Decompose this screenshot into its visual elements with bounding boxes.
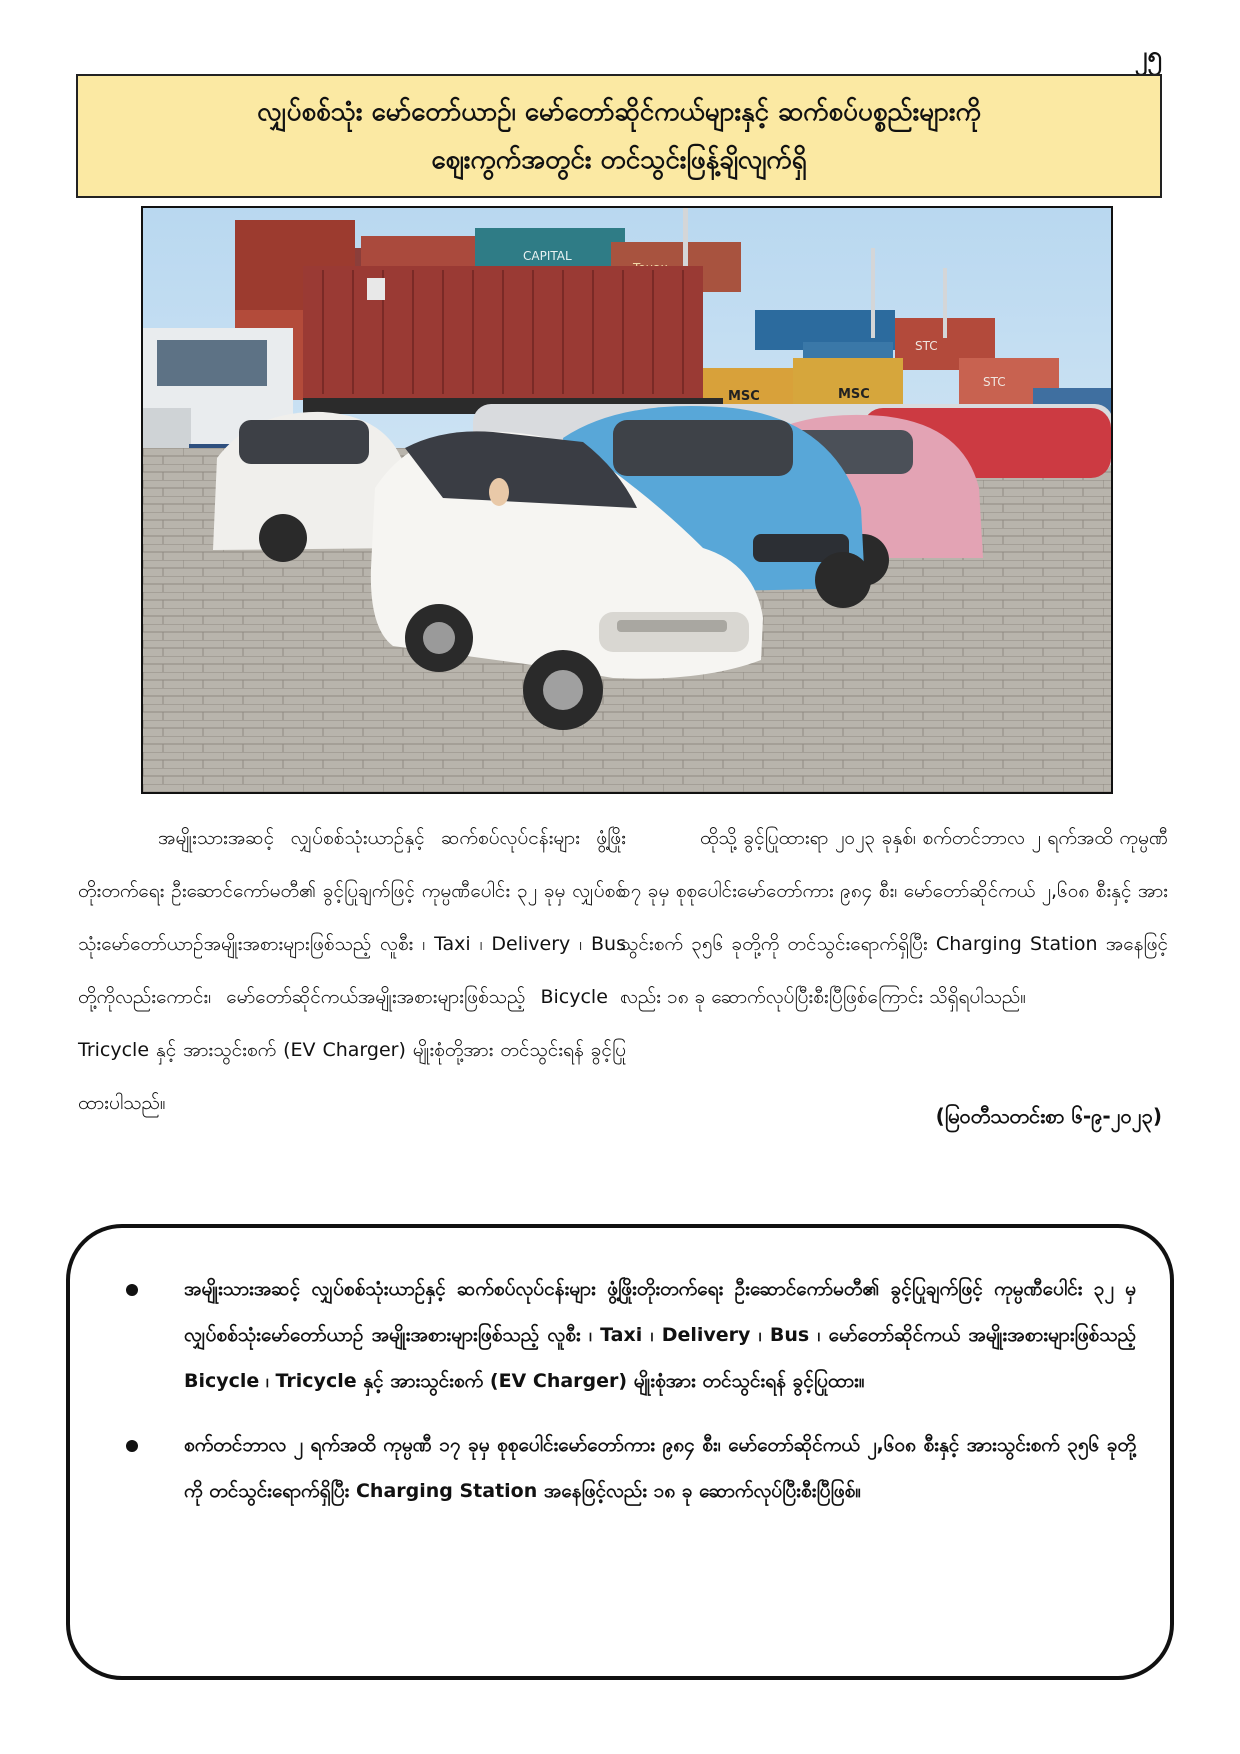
ev-cars-at-port-illustration: [143, 208, 1111, 792]
summary-list: [126, 1266, 1136, 1514]
article-paragraph-left: အမျိုးသားအဆင့် လျှပ်စစ်သုံးယာဉ်နှင့် ဆက်စပ်လုပ်ငန်းများ ဖွံ့ဖြိုးတိုးတက်ရေး ဦးဆောင်ကော်မတီ၏ ခွင့်ပြုချက်ဖြင့် ကုမ္ပဏီပေါင်း ၃၂ ခုမှ လျှပ်စစ်သုံးမော်တော်ယာဉ်အမျိုးအစားများဖြစ်သည့် လူစီး ၊ Taxi ၊ Delivery ၊ Bus တို့ကိုလည်းကောင်း၊ မော်တော်ဆိုင်ကယ်အမျိုးအစားများဖြစ်သည့် Bicycle ၊ Tricycle နှင့် အားသွင်းစက် (EV Charger) မျိုးစုံတို့အား တင်သွင်းရန် ခွင့်ပြုထားပါသည်။: [78, 827, 626, 1114]
container-label-msc-1: MSC: [728, 389, 760, 404]
bullet-icon: [126, 1440, 138, 1452]
summary-item-text: အမျိုးသားအဆင့် လျှပ်စစ်သုံးယာဉ်နှင့် ဆက်စပ်လုပ်ငန်းများ ဖွံ့ဖြိုးတိုးတက်ရေး ဦးဆောင်ကော်မတီ၏ ခွင့်ပြုချက်ဖြင့် ကုမ္ပဏီပေါင်း ၃၂ မှ လျှပ်စစ်သုံးမော်တော်ယာဉ် အမျိုးအစားများဖြစ်သည့် လူစီး ၊ Taxi ၊ Delivery ၊ Bus ၊ မော်တော်ဆိုင်ကယ် အမျိုးအစားများဖြစ်သည့် Bicycle ၊ Tricycle နှင့် အားသွင်းစက် (EV Charger) မျိုးစုံအား တင်သွင်းရန် ခွင့်ပြုထား။: [184, 1278, 1136, 1392]
summary-box: [66, 1224, 1174, 1680]
summary-item: [126, 1266, 1136, 1404]
article-column-right: [620, 812, 1168, 1024]
container-label-stc-1: STC: [915, 339, 938, 353]
container-label-stc-2: STC: [983, 375, 1006, 389]
source-citation: (မြဝတီသတင်းစာ ၆-၉-၂၀၂၃): [935, 1104, 1162, 1128]
headline-line-1: လျှပ်စစ်သုံး မော်တော်ယာဉ်၊ မော်တော်ဆိုင်ကယ်များနှင့် ဆက်စပ်ပစ္စည်းများကို: [257, 97, 981, 127]
container-label-capital: CAPITAL: [523, 249, 572, 263]
news-photo: [141, 206, 1113, 794]
page-number: ၂၅: [1134, 41, 1162, 71]
bullet-icon: [126, 1284, 138, 1296]
summary-item: [126, 1422, 1136, 1514]
article-column-left: [78, 812, 626, 1130]
article-paragraph-right: ထိုသို့ ခွင့်ပြုထားရာ ၂၀၂၃ ခုနှစ်၊ စက်တင်ဘာလ ၂ ရက်အထိ ကုမ္ပဏီ ၁၇ ခုမှ စုစုပေါင်းမော်တော်ကား ၉၈၄ စီး၊ မော်တော်ဆိုင်ကယ် ၂,၆၀၈ စီးနှင့် အားသွင်းစက် ၃၅၆ ခုတို့ကို တင်သွင်းရောက်ရှိပြီး Charging Station အနေဖြင့်လည်း ၁၈ ခု ဆောက်လုပ်ပြီးစီးပြီဖြစ်ကြောင်း သိရှိရပါသည်။: [620, 827, 1168, 1008]
headline-box: [76, 74, 1162, 198]
summary-item-text: စက်တင်ဘာလ ၂ ရက်အထိ ကုမ္ပဏီ ၁၇ ခုမှ စုစုပေါင်းမော်တော်ကား ၉၈၄ စီး၊ မော်တော်ဆိုင်ကယ် ၂,၆၀၈ စီးနှင့် အားသွင်းစက် ၃၅၆ ခုတို့ကို တင်သွင်းရောက်ရှိပြီး Charging Station အနေဖြင့်လည်း ၁၈ ခု ဆောက်လုပ်ပြီးစီးပြီဖြစ်။: [184, 1434, 1136, 1502]
headline-line-2: ဈေးကွက်အတွင်း တင်သွင်းဖြန့်ချိလျက်ရှိ: [431, 145, 807, 175]
container-label-msc-2: MSC: [838, 387, 870, 402]
